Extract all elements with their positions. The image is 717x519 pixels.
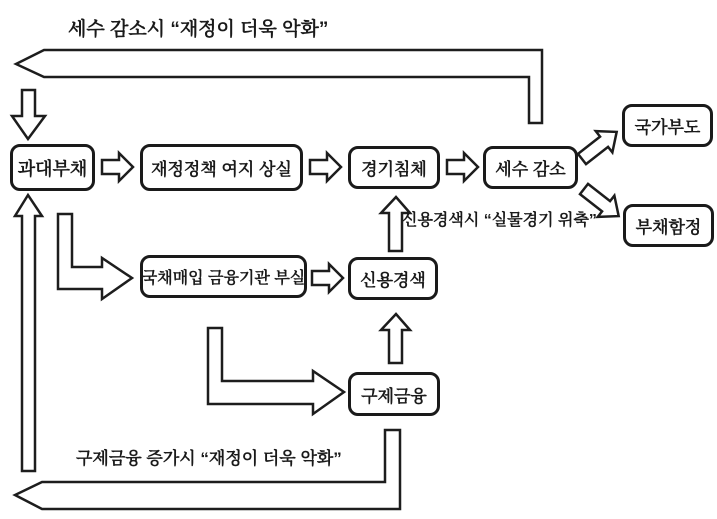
node-national-default: 국가부도 [622, 104, 713, 147]
diagonal-arrow-tax-to-default [574, 121, 625, 169]
feedback-arrow-top [16, 50, 542, 123]
node-bailout: 구제금융 [348, 372, 440, 416]
feedback-arrow-bottom [15, 430, 400, 509]
node-excessive-debt: 과대부채 [10, 144, 95, 191]
down-arrow-into-excessive-debt [12, 90, 45, 139]
right-arrow-fiscal-to-recession [310, 153, 341, 181]
node-recession: 경기침체 [348, 146, 440, 189]
node-bond-bank-insolvency: 국채매입 금융기관 부실 [140, 255, 307, 298]
node-credit-crunch: 신용경색 [348, 257, 438, 300]
up-arrow-bottom-to-excessive-debt [15, 195, 42, 471]
label-bottom-feedback: 구제금융 증가시 “재정이 더욱 악화” [76, 449, 342, 468]
node-fiscal-policy-loss: 재정정책 여지 상실 [140, 144, 303, 191]
node-debt-trap: 부채함정 [623, 204, 714, 247]
right-arrow-insolvency-to-credit [312, 264, 343, 292]
elbow-arrow-insolvency-to-bailout [208, 328, 344, 414]
up-arrow-bailout-to-credit [381, 314, 410, 363]
right-arrow-debt-to-fiscal [102, 153, 133, 181]
right-arrow-recession-to-tax [447, 153, 478, 181]
elbow-arrow-debt-to-insolvency [58, 214, 132, 299]
label-top-feedback: 세수 감소시 “재정이 더욱 악화” [68, 19, 329, 40]
label-credit-crunch-note: 신용경색시 “실물경기 위축” [402, 212, 597, 229]
node-tax-revenue-decline: 세수 감소 [483, 146, 578, 189]
